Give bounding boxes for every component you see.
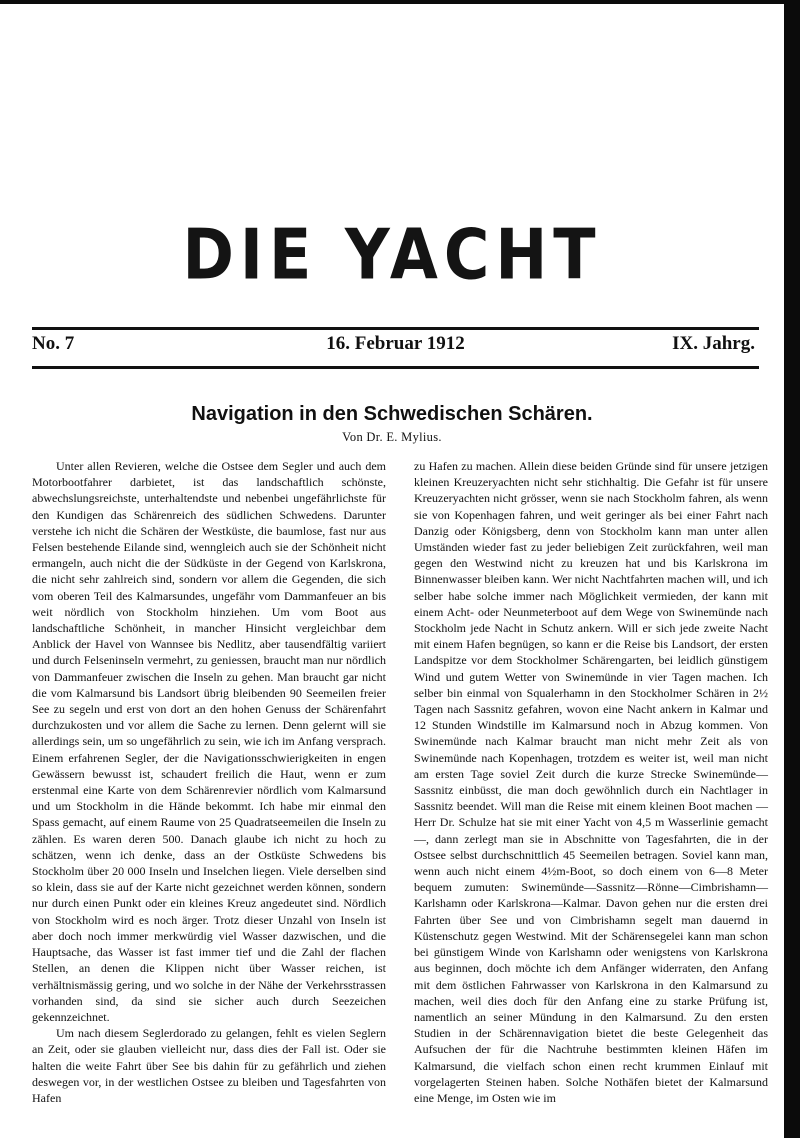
masthead-rule-top [32,327,759,330]
issue-number: No. 7 [32,333,75,354]
article-paragraph: Unter allen Revieren, welche die Ostsee dem Segler und auch dem Motorbootfahrer darbietet, ist das landschaftlich schönste, abwechslungsreichste, unterhaltendste und nebenbei ungefährlichste für den Kundigen das Schärenreich des südlichen Schwedens. Darunter verstehe ich nicht die Schären der Westküste, die baumlose, fast nur aus Felsen bestehende Eilande sind, wenngleich auch sie der Schönheit nicht ermangeln, auch nicht die der Südküste in der Gegend von Karlskrona, die nicht sehr zahlreich sind, sondern vor allem die Gegenden, die sich vom oberen Teil des Kalmarsundes, ungefähr vom Dammanfeuer an bis weit nördlich von Stockholm hinziehen. Um vom Boot aus landschaftliche Schönheit, in mancher Hinsicht vergleichbar dem Anblick der Havel von Wannsee bis Nedlitz, aber tausendfältig variiert und durch Felseninseln vermehrt, zu geniessen, braucht man nur nördlich von Dammanfeuer zwischen die Inseln zu gehen. Man braucht gar nicht die vom Kalmarsund bis Landsort übrig bleibenden 90 Seemeilen freier See zu segeln und erst von dort an den hohen Genuss der Schärenfahrt durchzukosten und vor allem die Sache zu lernen. Denn gelernt will sie allerdings sein, um so ungefährlich zu sein, wie ich im Anfang versprach. Einem erfahrenen Segler, der die Navigationsschwierigkeiten in engen Gewässern bewusst ist, schaudert freilich die Haut, wenn er zum erstenmal eine Karte von dem Schärenrevier nördlich vom Kalmarsund und um Stockholm in die Hände bekommt. Ich habe mir einmal den Spass gemacht, auf einem Raume von 25 Quadratseemeilen die Inseln zu zählen. Es waren deren 500. Danach glaube ich nicht zu hoch zu schätzen, wenn ich denke, dass an der Ostküste Schwedens bis Stockholm über 20 000 Inseln und Inselchen liegen. Viele derselben sind so klein, dass sie auf der Karte nicht gezeichnet werden können, sondern nur durch einen Punkt oder ein kleines Kreuz angedeutet sind. Nördlich von Stockholm wird es noch ärger. Trotz dieser Unzahl von Inseln ist aber doch noch immer merkwürdig viel Wasser dazwischen, und die Hauptsache, das Wasser ist fast immer tief und die Zahl der flachen Stellen, an denen die Klippen nicht über Wasser reichen, ist verhältnismässig gering, und wo solche in der Nähe der Verkehrsstrassen vorhanden sind, da sind sie sicher auch durch Seezeichen gekennzeichnet. [32,459,386,1024]
issue-line [32,331,759,363]
issue-date: 16. Februar 1912 [326,333,465,354]
scan-border-top [0,0,800,4]
article-column-right [414,458,768,1106]
article-paragraph: zu Hafen zu machen. Allein diese beiden Gründe sind für unsere jetzigen kleinen Kreuzeryachten nicht sehr stichhaltig. Die Gefahr ist für unsere Kreuzeryachten nicht grösser, wenn sie nach Stockholm fahren, als wenn sie von Kopenhagen fahren, und weit geringer als bei einer Fahrt nach Danzig oder Königsberg, denn von Stockholm kann man unter allen Umständen wieder fast zu jeder beliebigen Zeit zurückfahren, weil man gegen den Westwind nicht zu kreuzen hat und bis Karlskrona im Binnenwasser bleiben kann. Wer nicht Nachtfahrten machen will, und ich selber habe solche immer nach Möglichkeit vermieden, der kann mit einem Acht- oder Neunmeterboot auf dem Wege von Swinemünde nach Stockholm jede Nacht in Schutz ankern. Will er sich jede zweite Nacht mit einem Hafen begnügen, so kann er die Reise bis Landsort, der ersten Landspitze vor dem Stockholmer Schärengarten, bei leidlich günstigem Wind und gutem Wetter von Swinemünde in vier Tagen machen. Ich selber bin einmal von Squalerhamn in den Stockholmer Schären in 2½ Tagen nach Sassnitz gefahren, wovon eine Nacht ankern in Kalmar und 12 Stunden Windstille im Kalmarsund noch in Abzug kommen. Von Swinemünde nach Kalmar braucht man nicht mehr Zeit als von Swinemünde nach Kopenhagen, trotzdem es weiter ist, weil man nicht am ersten Tage soviel Zeit durch die kurze Strecke Swinemünde—Sassnitz einbüsst, die man doch gewöhnlich durch ein Nachtlager in Sassnitz beendet. Will man die Reise mit einem kleinen Boot machen — Herr Dr. Schulze hat sie mit einer Yacht von 4,5 m Wasserlinie gemacht —, dann zerlegt man sie in Abschnitte von Tagesfahrten, die in der Ostsee selbst durchschnittlich 45 Seemeilen betragen. Soviel kann man, wenn auch nicht einem 4½m-Boot, so doch einem von 6—8 Meter bequem zumuten: Swinemünde—Sassnitz—Rönne—Cimbrishamn—Karlshamn oder Karlskrona—Kalmar. Davon gehen nur die ersten drei Fahrten über See und von Cimbrishamn segelt man dauernd in Küstenschutz gegen Westwind. Mit der Schärensegelei kann man schon bei günstigem Winde von Karlshamn oder wenigstens von Karlskrona aus beginnen, doch möchte ich dem Anfänger widerraten, den Anfang mit dem östlichen Fahrwasser von Karlskrona in den Kalmarsund zu machen, weil dies doch für den Anfang eine zu starke Prüfung ist, namentlich an seiner Mündung in den Kalmarsund. Zu den ersten Studien in der Schärennavigation bietet die beste Gelegenheit das Aufsuchen der für die Nachtruhe bestimmten kleinen Häfen im Kalmarsund, die vielfach schon einen recht krummen Einlauf mit vorgelagerten Steinen haben. Solche Nothäfen bietet der Kalmarsund eine Menge, im Osten wie im [414,459,768,1105]
article-author: Von Dr. E. Mylius. [342,430,442,444]
masthead: DIE YACHT [182,213,602,296]
article-column-left [32,458,386,1106]
article-paragraph: Um nach diesem Seglerdorado zu gelangen, fehlt es vielen Seglern an Zeit, oder sie glauben vielleicht nur, dass dies der Fall ist. Oder sie halten die weite Fahrt über See bis dahin für zu gefährlich und ziehen deswegen vor, in der westlichen Ostsee zu bleiben und Tagesfahrten von Hafen [32,1026,386,1105]
scan-border-right [784,0,800,1138]
masthead-rule-bottom [32,366,759,369]
issue-volume: IX. Jahrg. [672,333,755,354]
article-title: Navigation in den Schwedischen Schären. [191,403,593,425]
